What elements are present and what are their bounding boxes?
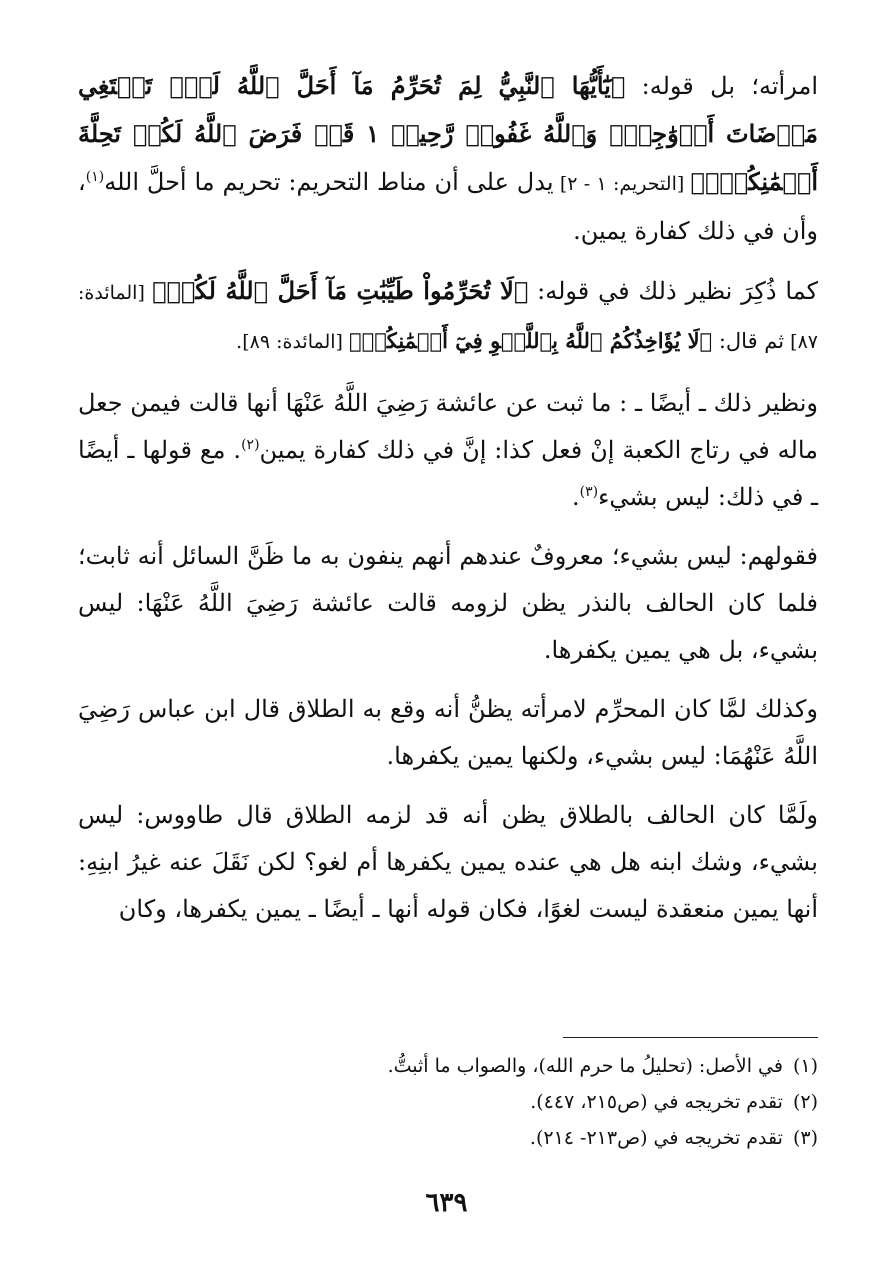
text-segment: ، وأن في ذلك كفارة يمين. [78, 168, 818, 245]
paragraph-5 [78, 686, 818, 780]
quran-quote: ﴿لَا تُحَرِّمُواْ طَيِّبَٰتِ مَآ أَحَلَّ ٱللَّهُ لَكُمۡ﴾ [152, 276, 529, 305]
footnote-text: تقدم تخريجه في (ص٢١٣- ٢١٤). [529, 1127, 783, 1149]
footnote-divider [563, 1037, 818, 1038]
footnote-number: (٣) [792, 1127, 818, 1149]
quran-quote: ﴿يَٰٓأَيُّهَا ٱلنَّبِيُّ لِمَ تُحَرِّمُ مَآ أَحَلَّ ٱللَّهُ لَكَۖ تَبۡتَغِي مَرۡضَاتَ أَزۡوَٰجِكَۚ وَٱللَّهُ غَفُورٞ رَّحِيمٞ ١ قَدۡ فَرَضَ ٱللَّهُ لَكُمۡ تَحِلَّةَ أَيۡمَٰنِكُمۡۚ﴾ [78, 71, 818, 196]
text-segment: وكذلك لمَّا كان المحرِّم لامرأته يظنُّ أنه وقع به الطلاق قال ابن عباس رَضِيَ اللَّهُ عَنْهُمَا: ليس بشيء، ولكنها يمين يكفرها. [78, 695, 819, 770]
main-text [78, 62, 818, 945]
footnote-marker: (٢) [241, 437, 260, 453]
footnote-number: (٢) [792, 1091, 818, 1113]
footnote-marker: (١) [85, 169, 105, 185]
footnote-2 [78, 1084, 818, 1120]
text-segment: ونظير ذلك ـ أيضًا ـ : ما ثبت عن عائشة رَضِيَ اللَّهُ عَنْهَا أنها قالت فيمن جعل ماله في رتاج الكعبة إنْ فعل كذا: إنَّ في ذلك كفارة يمين [78, 389, 819, 464]
footnote-1 [78, 1048, 818, 1084]
text-segment: . [572, 483, 580, 511]
paragraph-3 [78, 380, 818, 521]
paragraph-4 [78, 533, 818, 674]
quran-quote: ﴿لَا يُؤَاخِذُكُمُ ٱللَّهُ بِٱللَّغۡوِ فِيٓ أَيۡمَٰنِكُمۡ﴾ [349, 328, 713, 353]
verse-reference: [المائدة: ٨٧] [78, 282, 818, 353]
verse-reference: [المائدة: ٨٩]. [236, 331, 349, 353]
verse-reference: [التحريم: ١ - ٢] [553, 173, 691, 195]
text-segment: فقولهم: ليس بشيء؛ معروفٌ عندهم أنهم ينفون به ما ظَنَّ السائل أنه ثابت؛ فلما كان الحالف بالنذر يظن لزومه قالت عائشة رَضِيَ اللَّهُ عَنْهَا: ليس بشيء، بل هي يمين يكفرها. [78, 542, 818, 664]
text-segment: يدل على أن مناط التحريم: تحريم ما أحلَّ الله [104, 168, 554, 196]
text-segment: ثم قال: [712, 329, 785, 353]
footnote-marker: (٣) [579, 484, 599, 500]
text-segment: امرأته؛ بل قوله: [625, 72, 818, 100]
footnotes [78, 1048, 818, 1156]
paragraph-6 [78, 792, 818, 933]
paragraph-1 [78, 62, 818, 255]
page-number: ٦٣٩ [425, 1188, 468, 1218]
footnote-3 [78, 1120, 818, 1156]
footnote-number: (١) [792, 1055, 818, 1077]
paragraph-2 [78, 267, 818, 366]
footnote-text: في الأصل: (تحليلُ ما حرم الله)، والصواب ما أثبتُّ. [387, 1055, 783, 1077]
text-segment: . مع قولها ـ أيضًا ـ في ذلك: ليس بشيء [78, 436, 818, 511]
footnote-text: تقدم تخريجه في (ص٢١٥، ٤٤٧). [530, 1091, 783, 1113]
text-segment: ولَمَّا كان الحالف بالطلاق يظن أنه قد لزمه الطلاق قال طاووس: ليس بشيء، وشك ابنه هل هي عنده يمين يكفرها أم لغو؟ لكن نَقَلَ عنه غيرُ ابنِهِ: أنها يمين منعقدة ليست لغوًا، فكان قوله أنها ـ أيضًا ـ يمين يكفرها، وكان [78, 801, 819, 923]
text-segment: كما ذُكِرَ نظير ذلك في قوله: [528, 277, 818, 305]
